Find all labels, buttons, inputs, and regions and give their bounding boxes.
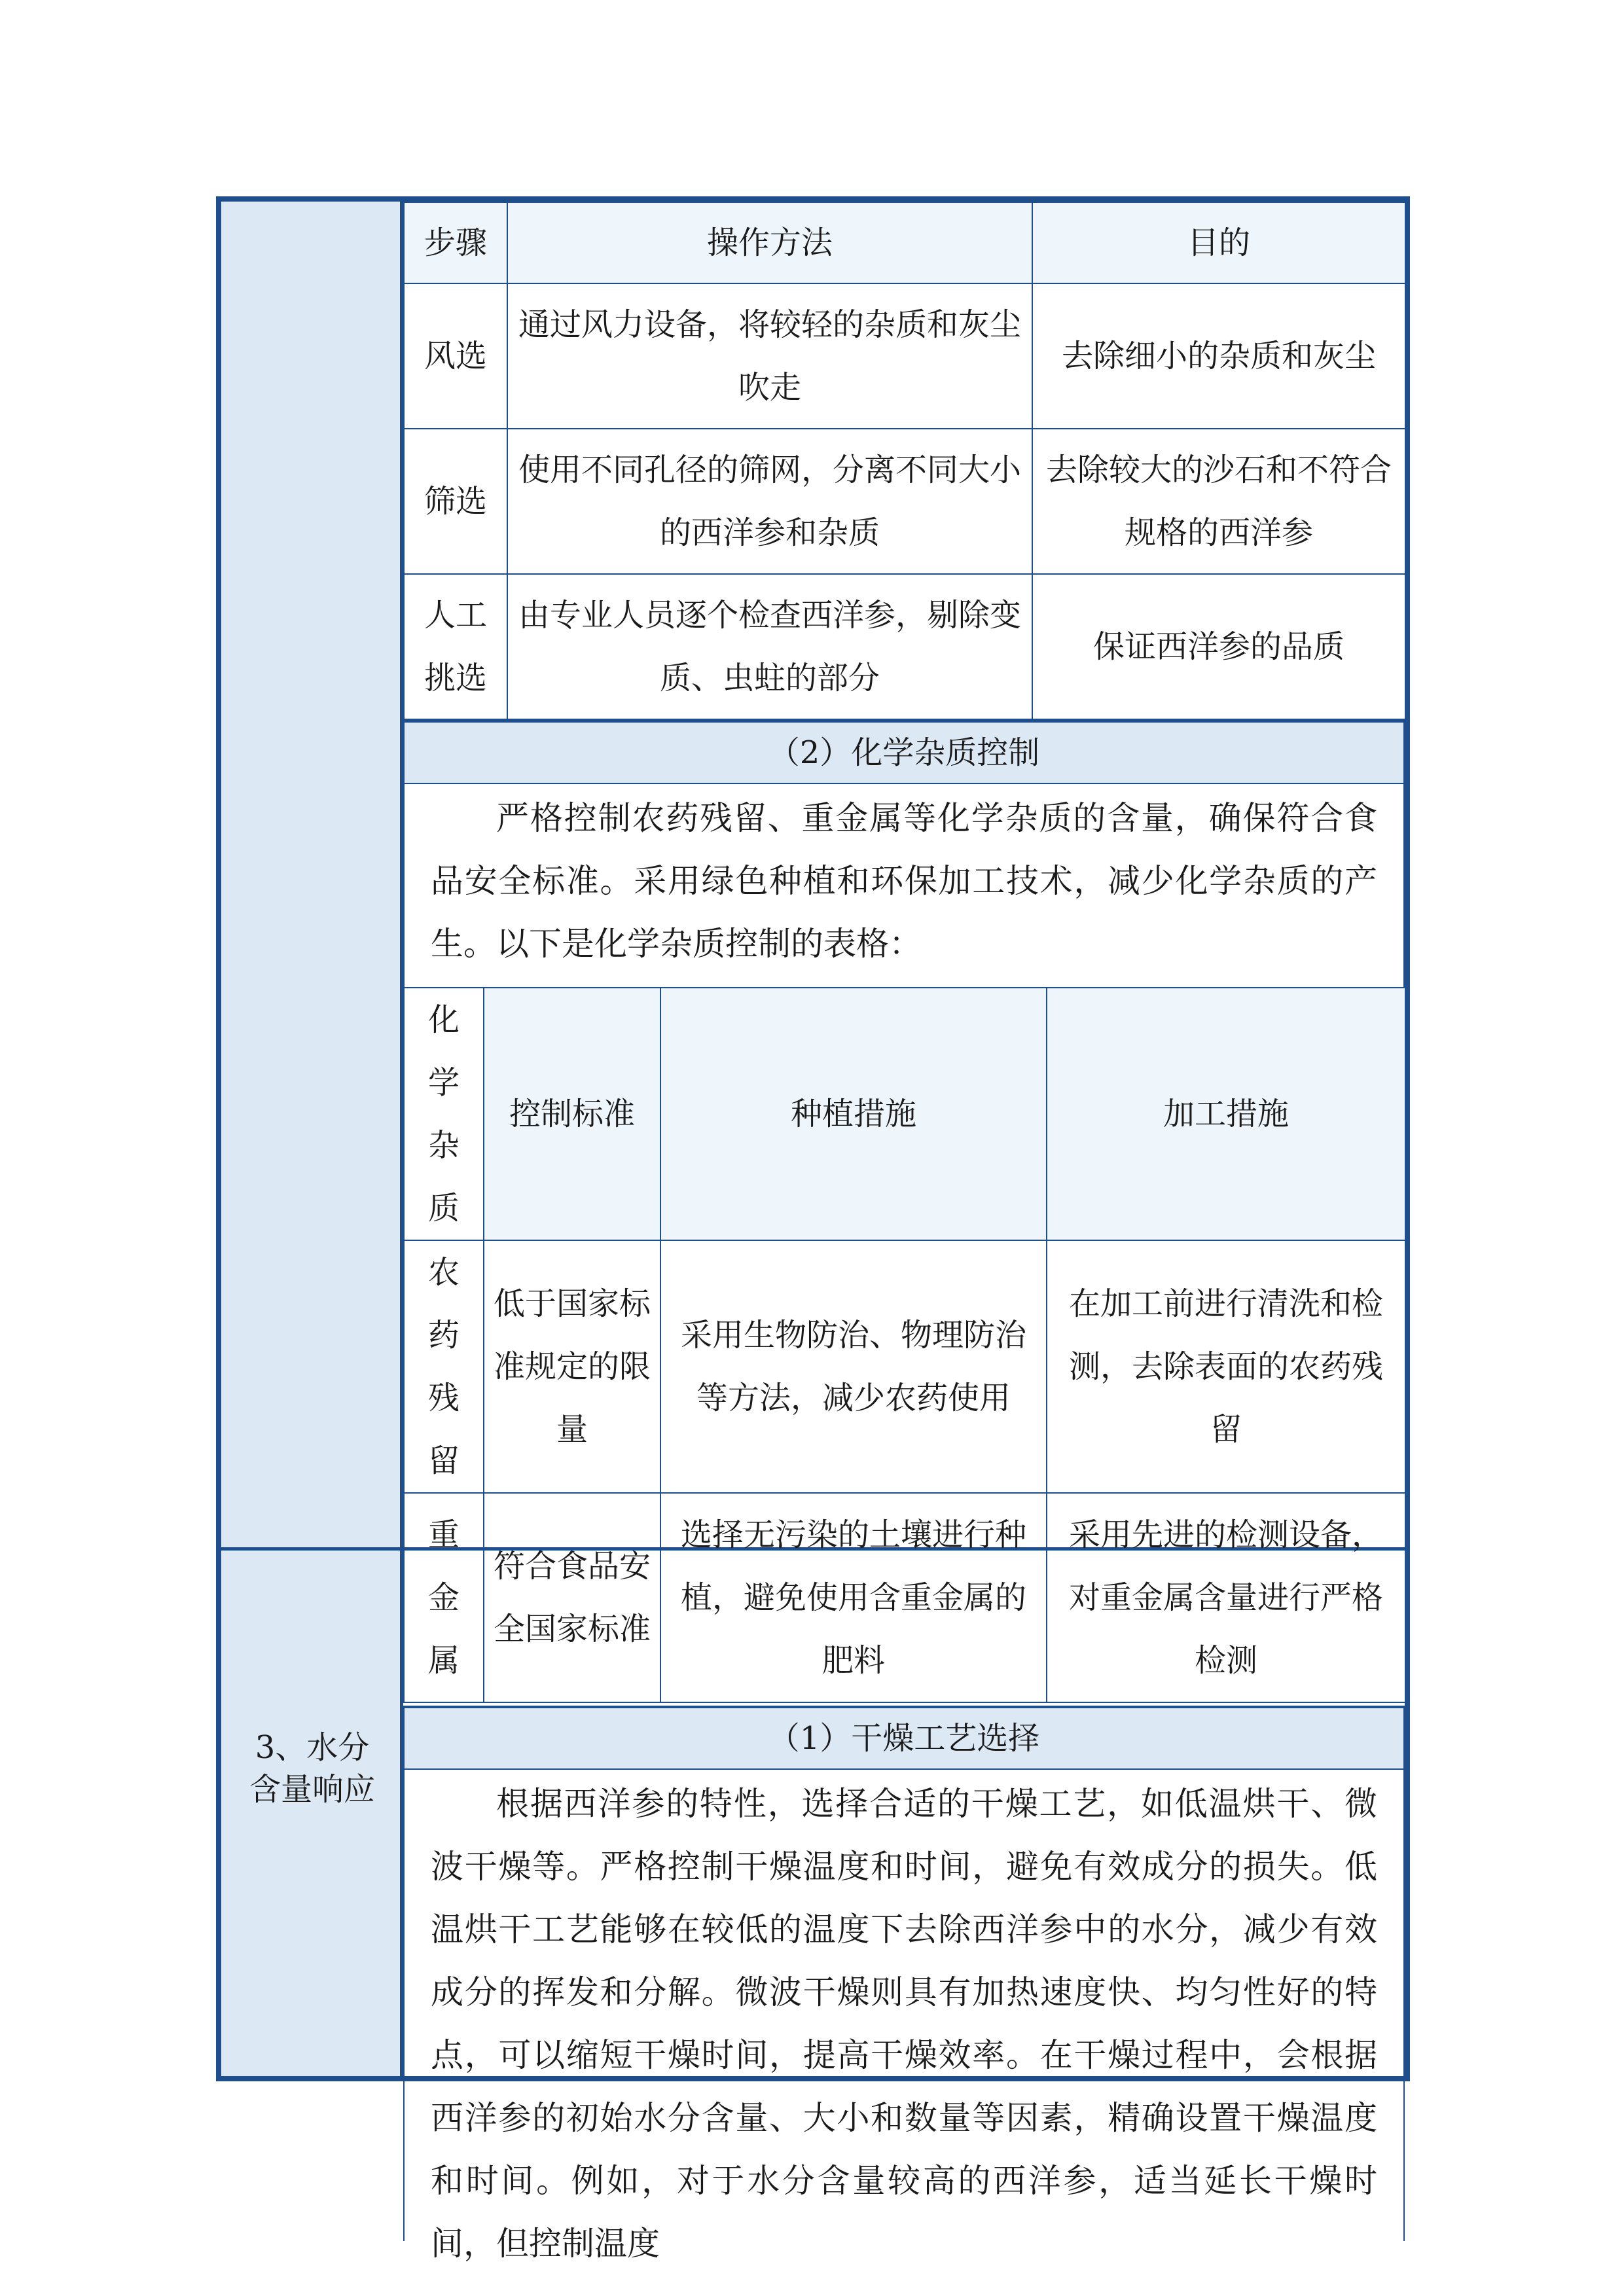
table-cell: 使用不同孔径的筛网，分离不同大小的西洋参和杂质	[507, 429, 1032, 574]
column-header: 控制标准	[484, 988, 660, 1240]
table-row	[404, 1240, 1405, 1493]
section2-paragraph: 严格控制农药残留、重金属等化学杂质的含量，确保符合食品安全标准。采用绿色种植和环保加工技术，减少化学杂质的产生。以下是化学杂质控制的表格：	[403, 784, 1405, 987]
table-cell: 选择无污染的土壤进行种植，避免使用含重金属的肥料	[660, 1493, 1047, 1702]
table-cell: 保证西洋参的品质	[1032, 574, 1405, 719]
table-cell: 采用先进的检测设备，对重金属含量进行严格检测	[1047, 1493, 1405, 1702]
column-header: 目的	[1032, 202, 1405, 283]
table-cell: 在加工前进行清洗和检测，去除表面的农药残留	[1047, 1240, 1405, 1493]
content-column	[403, 202, 1405, 2263]
table-cell: 筛选	[404, 429, 507, 574]
table-header-row	[404, 202, 1405, 283]
section3-title: （1）干燥工艺选择	[403, 1706, 1405, 1770]
column-header: 种植措施	[660, 988, 1047, 1240]
table-cell: 重金属	[404, 1493, 484, 1702]
column-header: 化学杂质	[404, 988, 484, 1240]
table-cell: 符合食品安全国家标准	[484, 1493, 660, 1702]
sorting-steps-table	[403, 202, 1406, 720]
table-cell: 去除细小的杂质和灰尘	[1032, 283, 1405, 429]
table-row	[404, 429, 1405, 574]
table-cell: 人工挑选	[404, 574, 507, 719]
table-row	[404, 574, 1405, 719]
column-header: 加工措施	[1047, 988, 1405, 1240]
section2-title: （2）化学杂质控制	[403, 720, 1405, 784]
table-cell: 采用生物防治、物理防治等方法，减少农药使用	[660, 1240, 1047, 1493]
column-header: 操作方法	[507, 202, 1032, 283]
chemical-impurity-table	[403, 987, 1406, 1703]
table-cell: 农药残留	[404, 1240, 484, 1493]
section3-label: 3、水分含量响应	[249, 1729, 375, 1808]
table-header-row	[404, 988, 1405, 1240]
table-cell: 去除较大的沙石和不符合规格的西洋参	[1032, 429, 1405, 574]
table-cell: 风选	[404, 283, 507, 429]
table-cell: 通过风力设备，将较轻的杂质和灰尘吹走	[507, 283, 1032, 429]
table-cell: 低于国家标准规定的限量	[484, 1240, 660, 1493]
outer-table-frame	[216, 196, 1410, 2263]
table-row	[404, 1493, 1405, 1702]
section3-paragraph: 根据西洋参的特性，选择合适的干燥工艺，如低温烘干、微波干燥等。严格控制干燥温度和时间，避免有效成分的损失。低温烘干工艺能够在较低的温度下去除西洋参中的水分，减少有效成分的挥发和分解。微波干燥则具有加热速度快、均匀性好的特点，可以缩短干燥时间，提高干燥效率。在干燥过程中，会根据西洋参的初始水分含量、大小和数量等因素，精确设置干燥温度和时间。例如，对于水分含量较高的西洋参，适当延长干燥时间，但控制温度	[403, 1770, 1405, 2241]
table-cell: 由专业人员逐个检查西洋参，剔除变质、虫蛀的部分	[507, 574, 1032, 719]
column-header: 步骤	[404, 202, 507, 283]
table-row	[404, 283, 1405, 429]
